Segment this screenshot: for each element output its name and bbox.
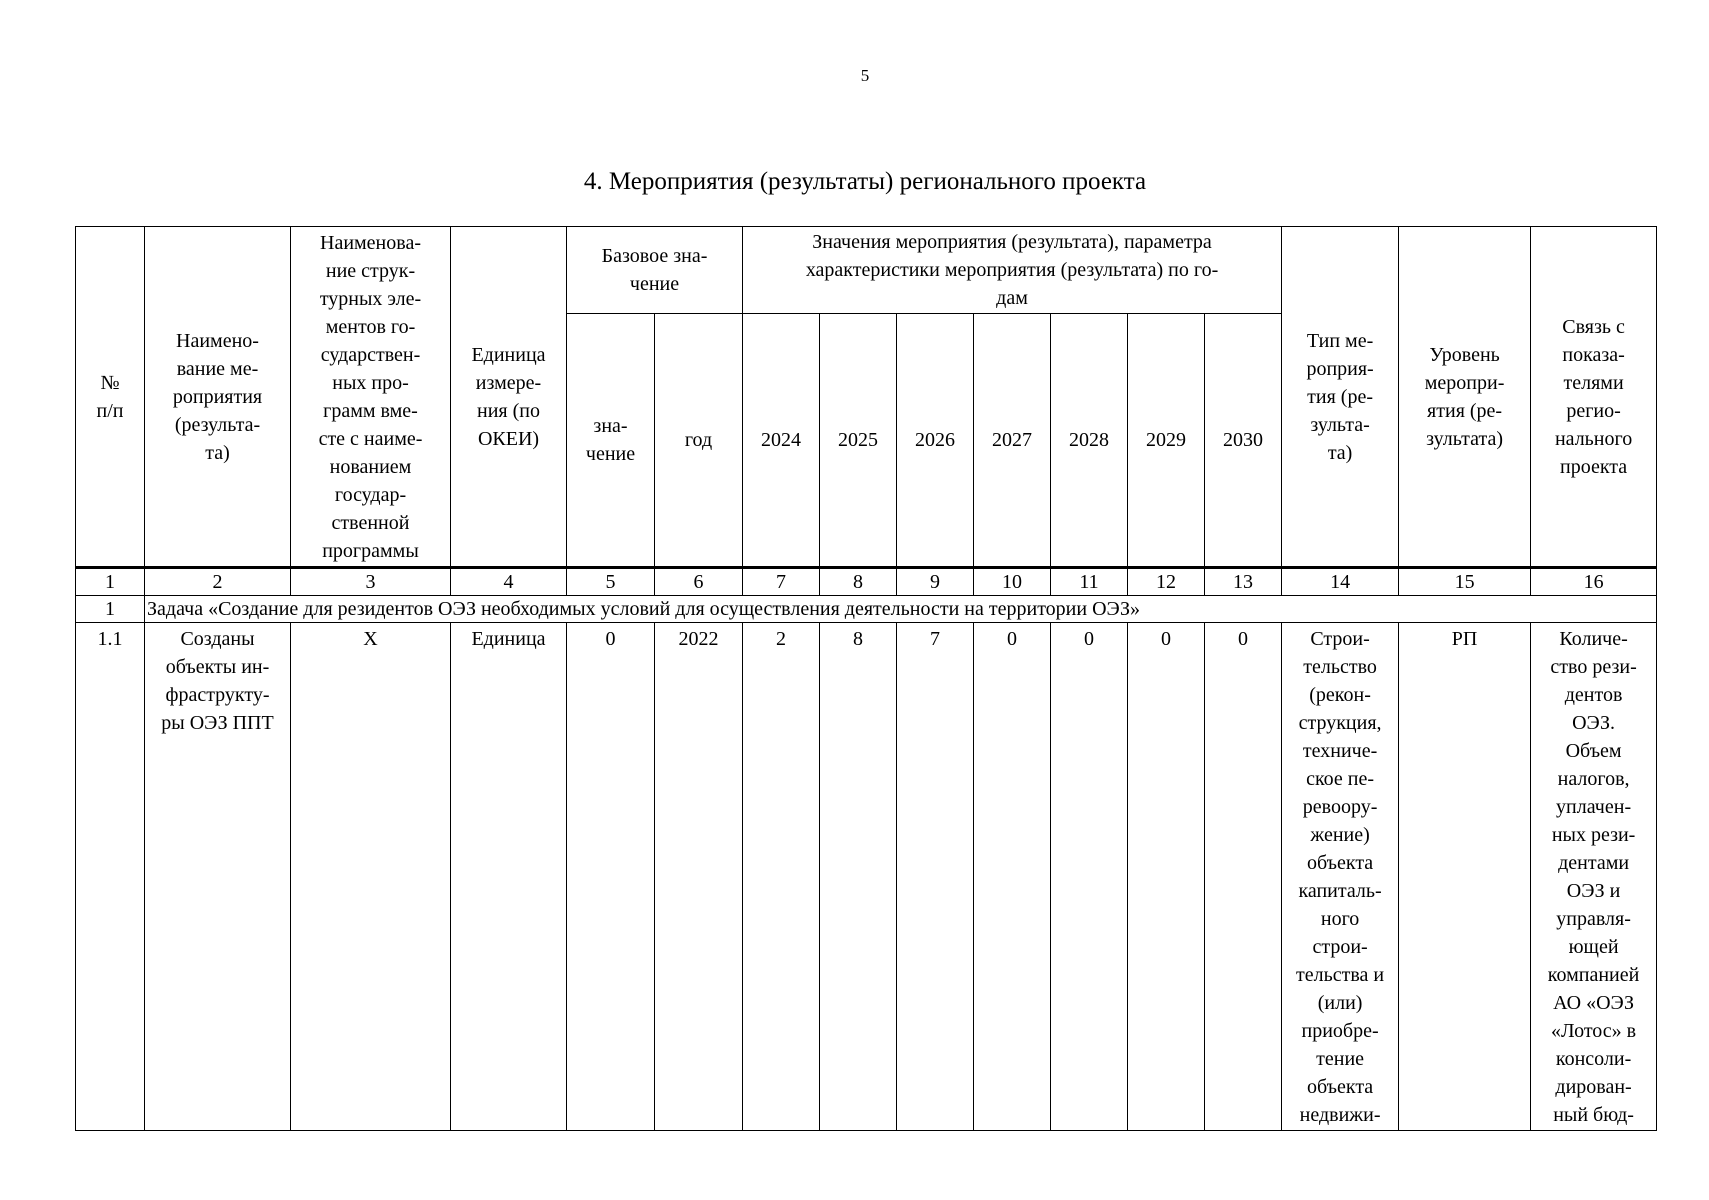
header-year: 2026 (897, 314, 974, 568)
header-year: 2030 (1205, 314, 1282, 568)
header-struct: Наименова- ние струк- турных эле- ментов го- сударствен- ных про- грамм вме- сте с наиме- нованием государ- ственной программы (291, 227, 451, 568)
header-base-year: год (655, 314, 743, 568)
task-number: 1 (76, 596, 145, 623)
row-base-value: 0 (567, 623, 655, 1131)
row-level: РП (1399, 623, 1531, 1131)
column-number: 16 (1531, 568, 1657, 596)
column-number: 1 (76, 568, 145, 596)
row-name: Созданы объекты ин- фраструкту- ры ОЭЗ ППТ (145, 623, 291, 1131)
row-link: Количе- ство рези- дентов ОЭЗ. Объем налогов, уплачен- ных рези- дентами ОЭЗ и управля- ющей компанией АО «ОЭЗ «Лотос» в консоли- дирован- ный бюд- (1531, 623, 1657, 1131)
row-type: Строи- тельство (рекон- струкция, техниче- ское пе- ревоору- жение) объекта капиталь- ного строи- тельства и (или) приобре- тение объекта недвижи- (1282, 623, 1399, 1131)
header-base-value: зна- чение (567, 314, 655, 568)
column-number: 9 (897, 568, 974, 596)
column-number: 15 (1399, 568, 1531, 596)
column-numbers-row (76, 568, 1657, 596)
header-year: 2028 (1051, 314, 1128, 568)
row-year-value: 8 (820, 623, 897, 1131)
page-number: 5 (860, 66, 870, 85)
row-year-value: 0 (974, 623, 1051, 1131)
header-year: 2025 (820, 314, 897, 568)
header-year: 2029 (1128, 314, 1205, 568)
column-number: 12 (1128, 568, 1205, 596)
column-number: 8 (820, 568, 897, 596)
row-base-year: 2022 (655, 623, 743, 1131)
header-values: Значения мероприятия (результата), параметра характеристики мероприятия (результата) по го- дам (743, 227, 1282, 314)
column-number: 4 (451, 568, 567, 596)
header-year: 2024 (743, 314, 820, 568)
header-unit: Единица измере- ния (по ОКЕИ) (451, 227, 567, 568)
header-name: Наимено- вание ме- роприятия (результа- та) (145, 227, 291, 568)
column-number: 13 (1205, 568, 1282, 596)
column-number: 6 (655, 568, 743, 596)
task-row (76, 596, 1657, 623)
header-base: Базовое зна- чение (567, 227, 743, 314)
column-number: 7 (743, 568, 820, 596)
column-number: 2 (145, 568, 291, 596)
column-number: 11 (1051, 568, 1128, 596)
activities-table (75, 226, 1657, 1131)
row-year-value: 0 (1128, 623, 1205, 1131)
row-year-value: 7 (897, 623, 974, 1131)
row-year-value: 0 (1205, 623, 1282, 1131)
task-text: Задача «Создание для резидентов ОЭЗ необходимых условий для осуществления деятельности на территории ОЭЗ» (145, 596, 1657, 623)
header-type: Тип ме- роприя- тия (ре- зульта- та) (1282, 227, 1399, 568)
row-year-value: 0 (1051, 623, 1128, 1131)
column-number: 10 (974, 568, 1051, 596)
table-row (76, 623, 1657, 1131)
row-struct: X (291, 623, 451, 1131)
row-year-value: 2 (743, 623, 820, 1131)
column-number: 3 (291, 568, 451, 596)
header-num: № п/п (76, 227, 145, 568)
header-link: Связь с показа- телями регио- нального проекта (1531, 227, 1657, 568)
header-year: 2027 (974, 314, 1051, 568)
row-unit: Единица (451, 623, 567, 1131)
document-title: 4. Мероприятия (результаты) регионального проекта (583, 168, 1147, 195)
header-level: Уровень меропри- ятия (ре- зультата) (1399, 227, 1531, 568)
column-number: 14 (1282, 568, 1399, 596)
row-number: 1.1 (76, 623, 145, 1131)
column-number: 5 (567, 568, 655, 596)
